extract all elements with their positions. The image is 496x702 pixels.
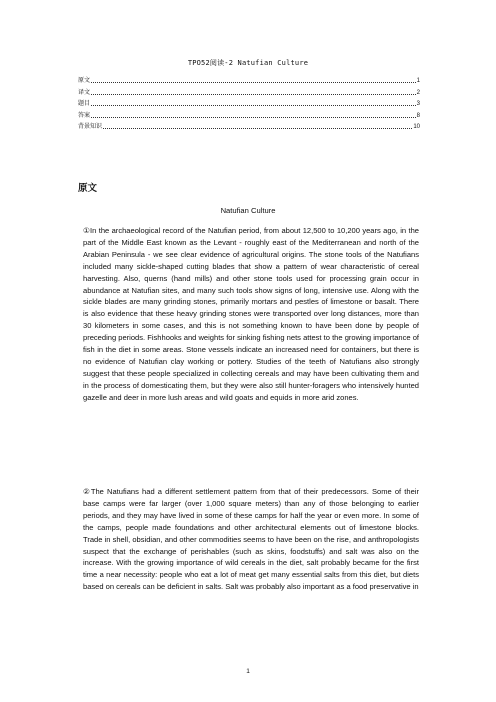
toc-leader-dots [91, 93, 416, 95]
toc-leader-dots [91, 116, 416, 118]
toc-entry-page: 3 [416, 101, 420, 108]
page-number: 1 [246, 668, 250, 675]
toc-entry-label: 原文 [78, 78, 91, 85]
toc-entry-page: 1 [416, 78, 420, 85]
toc-leader-dots [103, 127, 412, 129]
toc-entry-page: 8 [416, 112, 420, 119]
toc-entry-page: 2 [416, 89, 420, 96]
toc-entry[interactable] [78, 96, 420, 107]
toc-entry-label: 答案 [78, 112, 91, 119]
paragraph: ①In the archaeological record of the Natufian period, from about 12,500 to 10,200 years ago, in the part of the Middle East known as the Levant - roughly east of the Mediterranean and north of the Arabian Peninsula - we see clear evidence of agricultural origins. The stone tools of the Natufians included many sickle-shaped cutting blades that show a pattern of wear characteristic of cereal harvesting. Also, querns (hand mills) and other stone tools used for processing grain occur in abundance at Natufian sites, and many such tools show signs of long, intensive use. Along with the sickle blades are many grinding stones, primarily mortars and pestles of limestone or basalt. There is also evidence that these heavy grinding stones were transported over long distances, more than 30 kilometers in some cases, and this is not something known to have been done by people of preceding periods. Fishhooks and weights for sinking fishing nets attest to the growing importance of fish in the diet in some areas. Stone vessels indicate an increased need for containers, but there is no evidence of Natufian clay working or pottery. Studies of the teeth of Natufians also strongly suggest that these people specialized in collecting cereals and may have been cultivating them and in the process of domesticating them, but they were also still hunter-foragers who intensively hunted gazelle and deer in more lush areas and wild goats and equids in more arid zones. [83, 226, 419, 402]
toc-entry[interactable] [78, 73, 420, 84]
toc-leader-dots [91, 81, 416, 83]
paragraph: ②The Natufians had a different settlement pattern from that of their predecessors. Some of their base camps were far larger (over 1,000 square meters) than any of those belonging to earlier periods, and they may have lived in some of these camps for half the year or even more. In some of the camps, people made foundations and other architectural elements out of limestone blocks. Trade in shell, obsidian, and other commodities seems to have been on the rise, and anthropologists suspect that the exchange of perishables (such as skins, foodstuffs) and salt was also on the increase. With the growing importance of wild cereals in the diet, salt probably became for the first time a near necessity: people who eat a lot of meat get many essential salts from this diet, but diets based on cereals can be deficient in salts. Salt was probably also important as a food preservative in [83, 487, 419, 592]
section-heading: 原文 [78, 183, 98, 194]
toc-entry-label: 题目 [78, 101, 91, 108]
article-title: Natufian Culture [220, 206, 276, 215]
table-of-contents [78, 73, 420, 130]
toc-entry[interactable] [78, 107, 420, 118]
toc-entry[interactable] [78, 84, 420, 95]
toc-leader-dots [91, 104, 416, 106]
toc-entry-label: 译文 [78, 89, 91, 96]
toc-entry[interactable] [78, 119, 420, 130]
document-title: TPO52阅读-2 Natufian Culture [187, 59, 309, 67]
toc-entry-label: 背景知识 [78, 123, 103, 130]
toc-entry-page: 10 [413, 123, 420, 130]
